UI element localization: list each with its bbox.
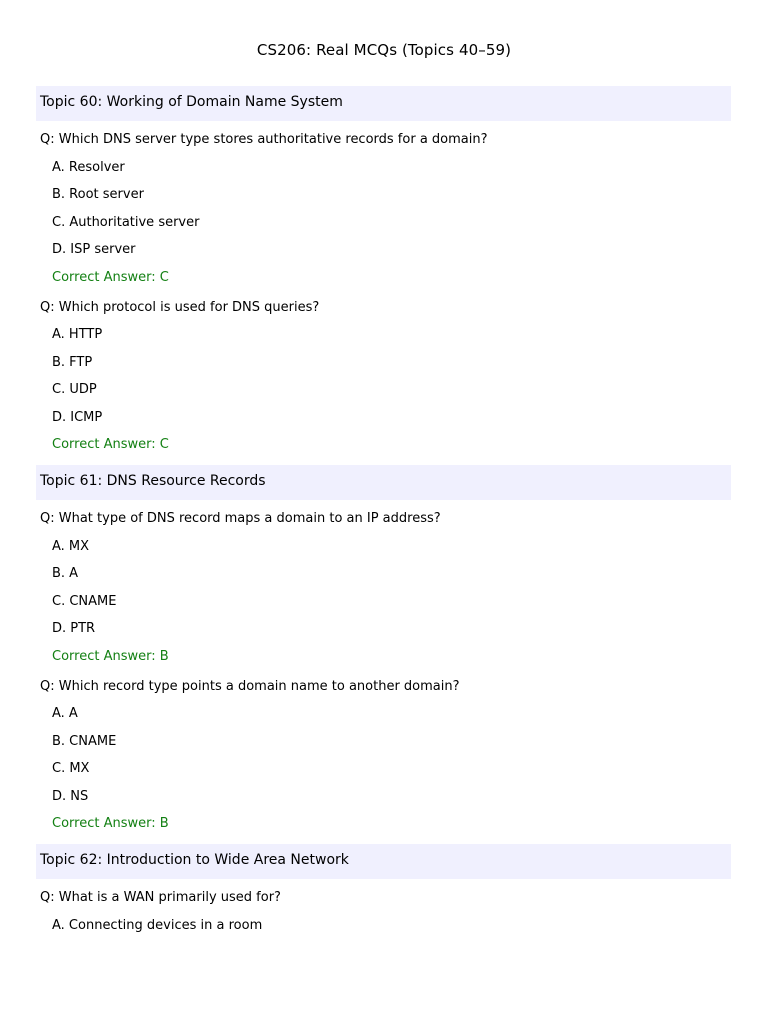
answer-option: D. PTR [52,621,96,636]
question-text: Q: What type of DNS record maps a domain to an IP address? [40,511,441,526]
answer-option: D. ISP server [52,242,136,257]
question-text: Q: What is a WAN primarily used for? [40,890,281,905]
correct-answer: Correct Answer: C [52,437,169,452]
topic-header: Topic 62: Introduction to Wide Area Network [36,844,731,879]
question-block [36,510,731,665]
answer-option: B. FTP [52,354,93,370]
answer-option: C. Authoritative server [52,214,200,230]
question-block [36,889,731,934]
answer-option: B. Root server [52,187,144,202]
answer-option: B. A [52,566,79,581]
answer-option: B. CNAME [52,733,117,749]
topic-header: Topic 61: DNS Resource Records [36,465,731,500]
page-title: CS206: Real MCQs (Topics 40–59) [256,41,512,59]
answer-option: A. Connecting devices in a room [52,917,263,933]
answer-option: A. Resolver [52,159,125,175]
question-text: Q: Which record type points a domain name to another domain? [40,678,460,694]
answer-option: A. A [52,706,78,721]
answer-option: D. NS [52,788,89,804]
mcq-content [36,86,731,946]
question-text: Q: Which protocol is used for DNS queries? [40,299,320,315]
answer-option: C. CNAME [52,593,117,609]
answer-option: D. ICMP [52,409,103,425]
answer-option: C. UDP [52,382,97,397]
correct-answer: Correct Answer: B [52,816,169,831]
question-block [36,131,731,286]
correct-answer: Correct Answer: B [52,648,169,664]
question-block [36,678,731,833]
answer-option: C. MX [52,761,90,776]
question-block [36,299,731,454]
topic-header: Topic 60: Working of Domain Name System [36,86,731,121]
answer-option: A. HTTP [52,327,103,342]
question-text: Q: Which DNS server type stores authoritative records for a domain? [40,132,488,147]
answer-option: A. MX [52,538,90,554]
correct-answer: Correct Answer: C [52,269,169,285]
